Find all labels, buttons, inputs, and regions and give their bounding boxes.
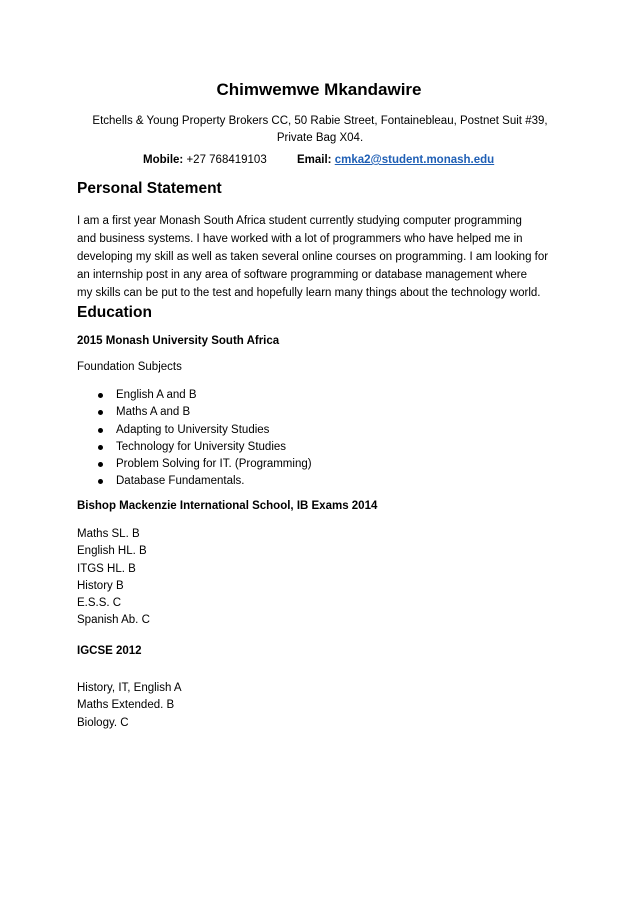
- statement-line: and business systems. I have worked with a lot of programmers who have helped me in: [77, 233, 523, 245]
- result-line: History, IT, English A: [77, 682, 182, 694]
- mobile: [143, 154, 267, 166]
- subject-label: Technology for University Studies: [116, 440, 287, 453]
- subjects-list: [96, 387, 312, 491]
- email-link[interactable]: cmka2@student.monash.edu: [334, 154, 495, 166]
- result-line: Biology. C: [77, 716, 129, 729]
- list-item: [96, 439, 312, 456]
- subject-label: Problem Solving for IT. (Programming): [116, 458, 312, 471]
- mobile-value: +27 768419103: [186, 154, 267, 166]
- list-item: [96, 422, 312, 439]
- candidate-name: Chimwemwe Mkandawire: [216, 80, 422, 99]
- personal-statement-text: [77, 212, 567, 302]
- foundation-subjects-label: Foundation Subjects: [77, 361, 182, 373]
- statement-line: an internship post in any area of software programming or database management where: [77, 269, 528, 281]
- bullet-icon: [98, 462, 103, 467]
- subject-label: Database Fundamentals.: [116, 475, 245, 488]
- address-line-1: Etchells & Young Property Brokers CC, 50 Rabie Street, Fontainebleau, Postnet Suit #39,: [92, 115, 548, 127]
- result-line: Maths SL. B: [77, 528, 140, 540]
- list-item: [96, 387, 312, 404]
- result-line: Maths Extended. B: [77, 699, 175, 712]
- email-label: Email:: [297, 154, 332, 166]
- ib-results: [77, 526, 150, 630]
- subject-label: English A and B: [116, 389, 197, 401]
- result-line: English HL. B: [77, 545, 147, 558]
- email: [297, 154, 494, 166]
- result-line: History B: [77, 579, 124, 592]
- igcse-results: [77, 680, 182, 732]
- bullet-icon: [98, 428, 103, 433]
- result-line: Spanish Ab. C: [77, 614, 150, 627]
- bullet-icon: [98, 393, 103, 398]
- bullet-icon: [98, 445, 103, 450]
- statement-line: I am a first year Monash South Africa student currently studying computer programming: [77, 215, 522, 227]
- bishop-title: Bishop Mackenzie International School, IB Exams 2014: [77, 500, 378, 512]
- statement-line: my skills can be put to the test and hopefully learn many things about the technology world.: [77, 287, 541, 299]
- result-line: ITGS HL. B: [77, 562, 136, 575]
- address-line-2: Private Bag X04.: [276, 132, 364, 144]
- address: [75, 113, 565, 147]
- monash-title: 2015 Monash University South Africa: [77, 335, 280, 347]
- personal-statement-heading: Personal Statement: [77, 180, 222, 197]
- list-item: [96, 404, 312, 421]
- igcse-title: IGCSE 2012: [77, 645, 142, 657]
- education-heading: Education: [77, 304, 152, 321]
- bullet-icon: [98, 410, 103, 415]
- subject-label: Maths A and B: [116, 406, 191, 419]
- bullet-icon: [98, 479, 103, 484]
- statement-line: developing my skill as well as taken several online courses on programming. I am looking for: [77, 251, 549, 263]
- list-item: [96, 473, 312, 490]
- subject-label: Adapting to University Studies: [116, 423, 270, 436]
- list-item: [96, 456, 312, 473]
- result-line: E.S.S. C: [77, 597, 122, 610]
- mobile-label: Mobile:: [143, 154, 184, 166]
